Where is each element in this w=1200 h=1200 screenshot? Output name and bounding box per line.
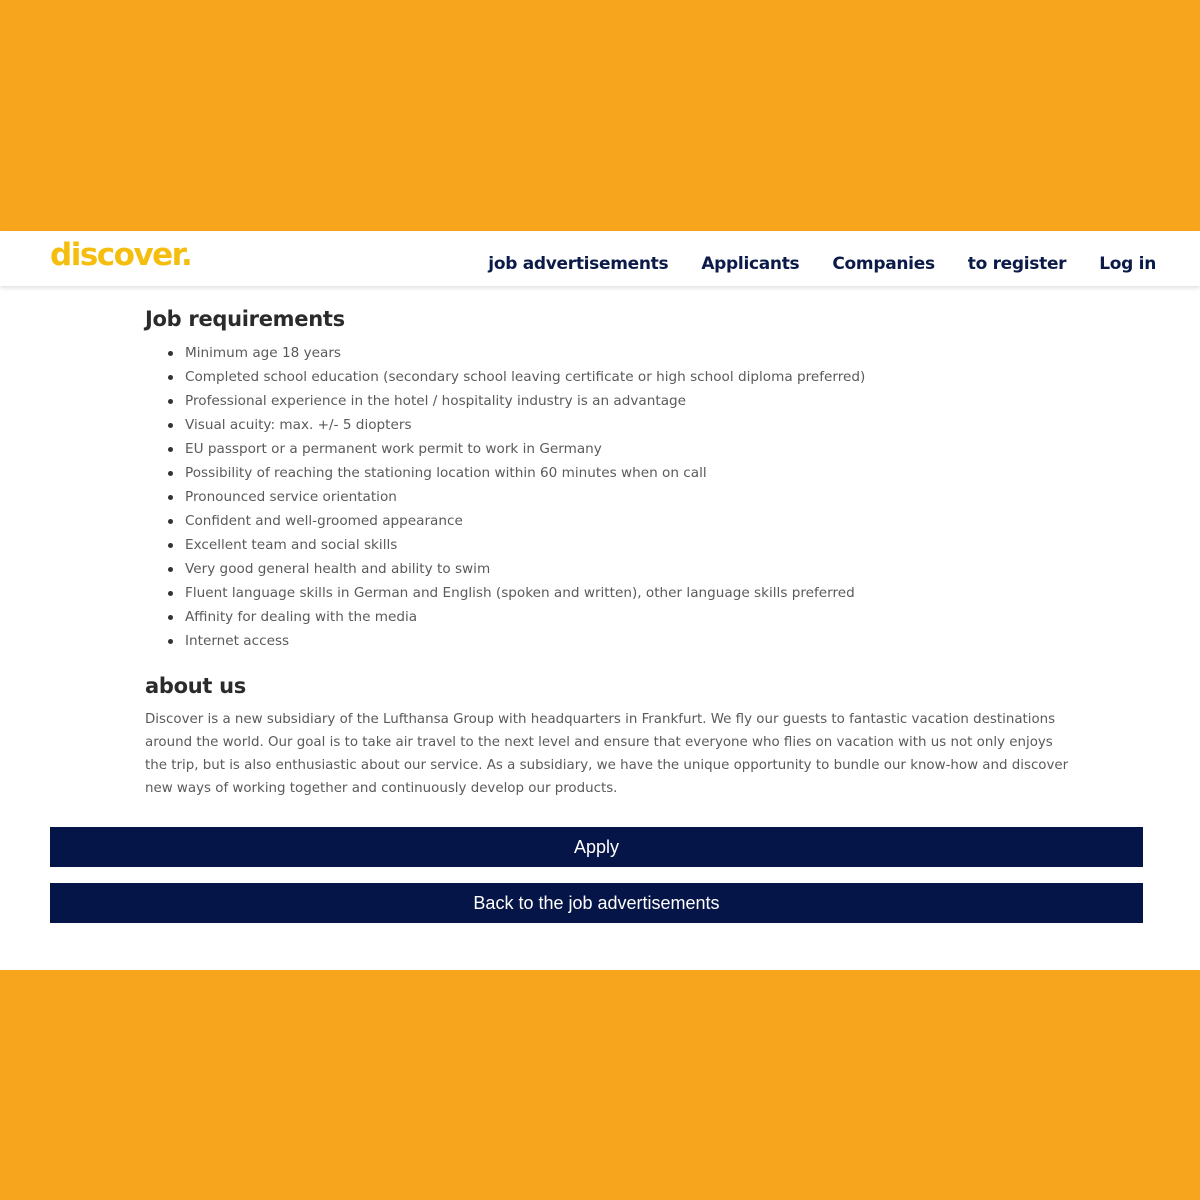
requirement-item (145, 413, 1070, 437)
about-paragraph: Discover is a new subsidiary of the Lufthansa Group with headquarters in Frankfurt. We fly our guests to fantastic vacation destinations around the world. Our goal is to take air travel to the next level and ensure that everyone who flies on vacation with us not only enjoys the trip, but is also enthusiastic about our service. As a subsidiary, we have the unique opportunity to bundle our know-how and discover new ways of working together and continuously develop our products. (145, 712, 1069, 796)
nav-login[interactable]: Log in (1099, 254, 1156, 274)
bullet-icon (168, 399, 173, 404)
requirement-text: Possibility of reaching the stationing location within 60 minutes when on call (185, 465, 707, 481)
requirement-item (145, 509, 1070, 533)
back-to-job-ads-button[interactable]: Back to the job advertisements (50, 883, 1143, 923)
requirement-text: Fluent language skills in German and English (spoken and written), other language skills preferred (185, 585, 855, 601)
requirements-list (145, 341, 1070, 653)
requirement-item (145, 389, 1070, 413)
requirement-item (145, 461, 1070, 485)
requirement-item (145, 533, 1070, 557)
requirement-text: Professional experience in the hotel / hospitality industry is an advantage (185, 393, 687, 409)
requirement-text: Internet access (185, 633, 290, 649)
requirement-item (145, 341, 1070, 365)
bullet-icon (168, 495, 173, 500)
bullet-icon (168, 351, 173, 356)
requirement-item (145, 437, 1070, 461)
requirement-item (145, 605, 1070, 629)
requirement-item (145, 581, 1070, 605)
job-details-content (145, 304, 1070, 800)
bullet-icon (168, 471, 173, 476)
requirement-item (145, 365, 1070, 389)
bullet-icon (168, 591, 173, 596)
bullet-icon (168, 639, 173, 644)
requirement-text: EU passport or a permanent work permit to work in Germany (185, 441, 602, 457)
bullet-icon (168, 567, 173, 572)
about-heading: about us (145, 674, 246, 698)
nav-job-advertisements[interactable]: job advertisements (488, 254, 669, 274)
page-frame (0, 231, 1200, 970)
apply-button[interactable]: Apply (50, 827, 1143, 867)
requirement-item (145, 629, 1070, 653)
nav-companies[interactable]: Companies (832, 254, 935, 274)
requirement-item (145, 557, 1070, 581)
bullet-icon (168, 423, 173, 428)
requirement-text: Very good general health and ability to swim (185, 561, 491, 577)
requirement-item (145, 485, 1070, 509)
bullet-icon (168, 615, 173, 620)
discover-logo[interactable]: discover. (50, 237, 192, 273)
nav-register[interactable]: to register (967, 254, 1067, 274)
requirement-text: Minimum age 18 years (185, 345, 341, 361)
bullet-icon (168, 375, 173, 380)
bullet-icon (168, 447, 173, 452)
top-navbar (0, 231, 1200, 286)
requirement-text: Completed school education (secondary school leaving certificate or high school diploma preferred) (185, 369, 866, 385)
requirements-heading: Job requirements (145, 307, 345, 331)
requirement-text: Visual acuity: max. +/- 5 diopters (185, 417, 412, 433)
requirement-text: Confident and well-groomed appearance (185, 513, 463, 529)
bullet-icon (168, 519, 173, 524)
main-nav (455, 254, 1156, 274)
requirement-text: Excellent team and social skills (185, 537, 398, 553)
requirement-text: Pronounced service orientation (185, 489, 397, 505)
requirement-text: Affinity for dealing with the media (185, 609, 418, 625)
nav-applicants[interactable]: Applicants (701, 254, 800, 274)
bullet-icon (168, 543, 173, 548)
